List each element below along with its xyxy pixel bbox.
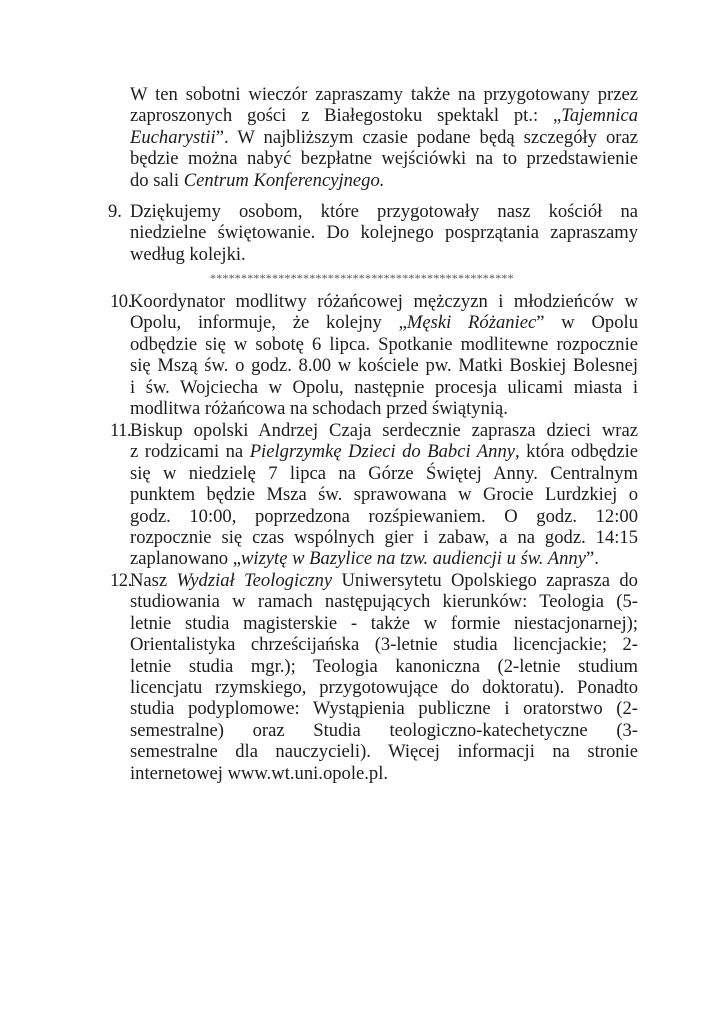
text-line: Eucharystii”. W najbliższym czasie podane będą szczegóły oraz [130, 126, 638, 148]
text-line: letnie studia magisterskie - także w formie niestacjonarnej); [130, 612, 638, 634]
text-line: zaplanowano „wizytę w Bazylice na tzw. audiencji u św. Anny”. [130, 548, 599, 570]
text-line: studia podyplomowe: Wystąpienia publiczne i oratorstwo (2- [130, 698, 638, 720]
text-line: punktem będzie Msza św. sprawowana w Grocie Lurdzkiej o [130, 484, 638, 506]
text-line: godz. 10:00, poprzedzona rozśpiewaniem. O godz. 12:00 [130, 505, 638, 527]
item-number: 12. [110, 570, 132, 591]
text-line: niedzielne świętowanie. Do kolejnego posprzątania zapraszamy [130, 222, 638, 244]
text-line: do sali Centrum Konferencyjnego. [130, 169, 385, 191]
text-line: i św. Wojciecha w Opolu, następnie procesja ulicami miasta i [130, 376, 638, 398]
intro-paragraph [130, 84, 638, 191]
text-line: odbędzie się w sobotę 6 lipca. Spotkanie modlitewne rozpocznie [130, 333, 638, 355]
text-line: według kolejki. [130, 243, 246, 265]
text-line: się Mszą św. o godz. 8.00 w kościele pw. Matki Boskiej Bolesnej [130, 355, 638, 377]
text-line: zaproszonych gości z Białegostoku spektakl pt.: „Tajemnica [130, 105, 638, 127]
text-line: W ten sobotni wieczór zapraszamy także na przygotowany przez [130, 84, 638, 105]
text-line: modlitwa różańcowa na schodach przed świątynią. [130, 397, 508, 419]
item-number: 10. [110, 291, 132, 312]
text-line: internetowej www.wt.uni.opole.pl. [130, 762, 389, 784]
text-line: Biskup opolski Andrzej Czaja serdecznie zaprasza dzieci wraz [130, 420, 638, 441]
text-line: z rodzicami na Pielgrzymkę Dzieci do Babci Anny, która odbędzie [130, 441, 639, 463]
text-line: będzie można nabyć bezpłatne wejściówki na to przedstawienie [130, 148, 638, 170]
text-line: Nasz Wydział Teologiczny Uniwersytetu Opolskiego zaprasza do [130, 570, 638, 591]
text-line: Opolu, informuje, że kolejny „Męski Różaniec” w Opolu [130, 312, 638, 334]
text-line: Koordynator modlitwy różańcowej mężczyzn i młodzieńców w [130, 291, 638, 312]
text-line: rozpocznie się czas wspólnych gier i zabaw, a na godz. 14:15 [130, 526, 638, 548]
announcement-item-10 [110, 291, 638, 419]
item-number: 9. [108, 201, 122, 222]
announcement-item-12 [110, 570, 638, 784]
text-line: letnie studia mgr.); Teologia kanoniczna (2-letnie studium [130, 655, 638, 677]
announcement-item-9 [108, 201, 638, 265]
text-line: się w niedzielę 7 lipca na Górze Świętej Anny. Centralnym [130, 462, 638, 484]
text-line: Dziękujemy osobom, które przygotowały nasz kościół na [130, 201, 638, 222]
announcement-item-11 [110, 420, 639, 570]
text-line: Orientalistyka chrześcijańska (3-letnie studia licencjackie; 2- [130, 634, 638, 656]
separator-line: ************************************************* [210, 271, 514, 285]
text-line: semestralne) oraz Studia teologiczno-katechetyczne (3- [130, 719, 638, 741]
text-line: studiowania w ramach następujących kierunków: Teologia (5- [130, 591, 638, 613]
text-line: licencjatu rzymskiego, przygotowujące do doktoratu). Ponadto [130, 676, 638, 698]
text-line: semestralne dla nauczycieli). Więcej informacji na stronie [130, 741, 638, 763]
item-number: 11. [110, 420, 132, 441]
